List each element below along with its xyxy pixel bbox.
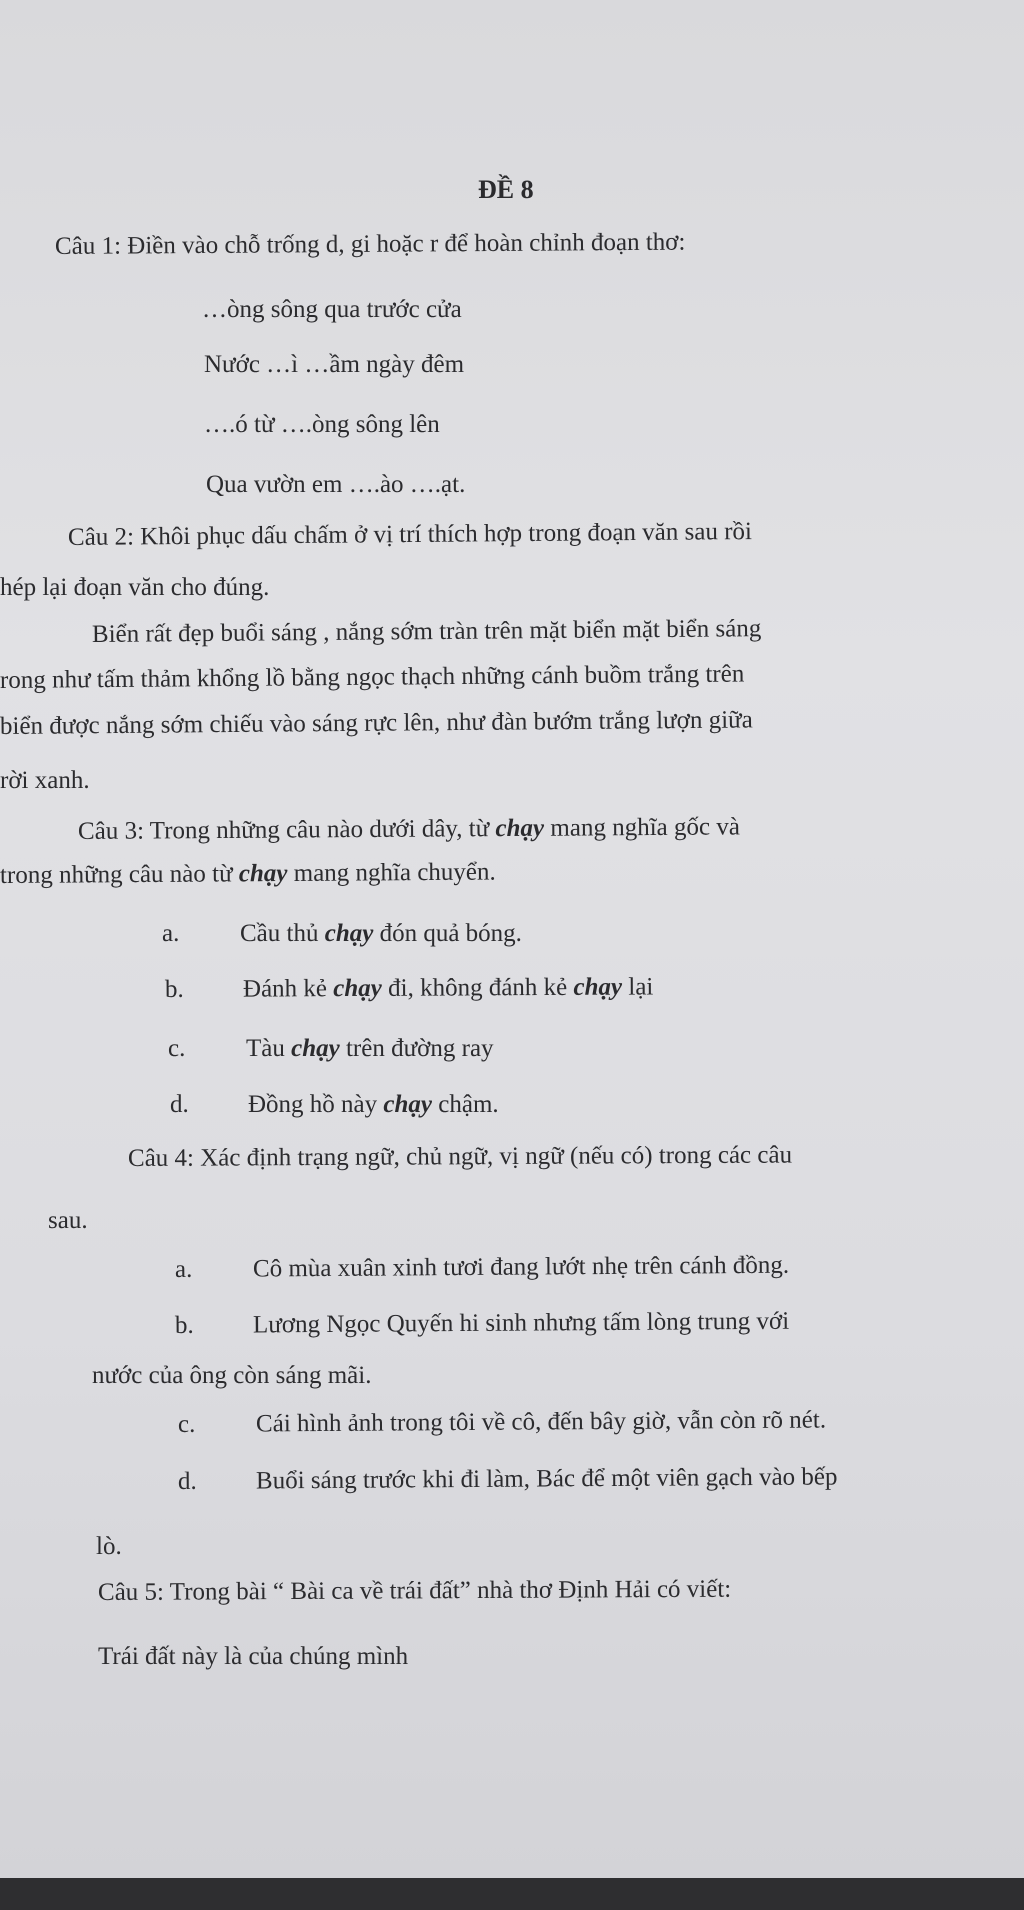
question-3-prompt-cont: [0, 858, 496, 891]
page-title: ĐỀ 8: [478, 175, 534, 204]
item-marker: a.: [174, 1255, 193, 1283]
q3-text: Câu 3: Trong những câu nào dưới dây, từ: [77, 815, 496, 845]
question-4-prompt: Câu 4: Xác định trạng ngữ, chủ ngữ, vị ngữ (nếu có) trong các câu: [127, 1141, 793, 1172]
option-a: [162, 919, 522, 949]
item-text: Lương Ngọc Quyến hi sinh nhưng tấm lòng trung với: [252, 1307, 790, 1339]
option-marker: b.: [164, 975, 184, 1003]
item-marker: c.: [177, 1410, 196, 1438]
option-text: lại: [622, 973, 654, 1001]
paragraph-line: rong như tấm thảm khổng lồ bằng ngọc thạch những cánh buồm trắng trên: [0, 660, 745, 694]
keyword-chay: chạy: [573, 973, 623, 1001]
poem-line: …òng sông qua trước cửa: [202, 296, 462, 323]
q3-text: mang nghĩa chuyển.: [287, 858, 496, 887]
option-b: [165, 972, 654, 1005]
keyword-chay: chạy: [324, 920, 374, 947]
question-2-prompt-cont: hép lại đoạn văn cho đúng.: [0, 574, 270, 601]
item-b: [175, 1307, 789, 1341]
item-text: Cô mùa xuân xinh tươi đang lướt nhẹ trên cánh đồng.: [252, 1251, 790, 1283]
item-d-cont: lò.: [96, 1533, 122, 1560]
item-marker: b.: [174, 1311, 194, 1339]
q3-text: trong những câu nào từ: [0, 860, 239, 889]
option-text: Đánh kẻ: [242, 975, 334, 1003]
option-text: trên đường ray: [339, 1035, 494, 1062]
poem-line: Nước …ì …ầm ngày đêm: [204, 351, 465, 378]
paragraph-line: biển được nắng sớm chiếu vào sáng rực lên, như đàn bướm trắng lượn giữa: [0, 706, 753, 740]
option-text: Đồng hồ này: [248, 1091, 384, 1118]
item-text: Buổi sáng trước khi đi làm, Bác để một viên gạch vào bếp: [255, 1463, 838, 1495]
option-marker: d.: [170, 1091, 189, 1118]
option-text: Tàu: [246, 1035, 292, 1062]
option-text: chậm.: [432, 1091, 499, 1118]
option-d: [170, 1090, 499, 1120]
item-text: Cái hình ảnh trong tôi về cô, đến bây giờ, vẫn còn rõ nét.: [255, 1406, 827, 1438]
question-1-prompt: Câu 1: Điền vào chỗ trống d, gi hoặc r để hoàn chỉnh đoạn thơ:: [54, 228, 686, 260]
option-text: đón quả bóng.: [373, 920, 522, 947]
option-c: [168, 1034, 494, 1064]
item-marker: d.: [177, 1467, 197, 1495]
keyword-chay: chạy: [495, 814, 545, 843]
option-text: đi, không đánh kẻ: [381, 973, 574, 1002]
item-a: [175, 1251, 789, 1285]
option-marker: a.: [162, 920, 180, 947]
option-text: Cầu thủ: [240, 920, 325, 947]
paragraph-line: Biển rất đẹp buổi sáng , nắng sớm tràn trên mặt biển mặt biển sáng: [91, 615, 762, 648]
poem-line: ….ó từ ….òng sông lên: [204, 411, 440, 438]
keyword-chay: chạy: [291, 1035, 340, 1062]
q3-text: mang nghĩa gốc và: [544, 813, 740, 842]
poem-quote: Trái đất này là của chúng mình: [98, 1643, 409, 1670]
keyword-chay: chạy: [238, 859, 288, 888]
question-2-prompt: Câu 2: Khôi phục dấu chấm ở vị trí thích hợp trong đoạn văn sau rồi: [67, 518, 753, 551]
keyword-chay: chạy: [383, 1091, 433, 1118]
question-4-prompt-cont: sau.: [48, 1207, 88, 1234]
item-c: [178, 1405, 826, 1440]
item-d: [178, 1462, 838, 1497]
item-b-cont: nước của ông còn sáng mãi.: [92, 1362, 372, 1389]
keyword-chay: chạy: [333, 974, 382, 1003]
poem-line: Qua vườn em ….ào ….ạt.: [206, 471, 466, 498]
option-marker: c.: [168, 1035, 186, 1062]
paragraph-line: rời xanh.: [0, 767, 90, 794]
desk-background: [0, 1878, 1024, 1910]
question-5-prompt: Câu 5: Trong bài “ Bài ca về trái đất” nhà thơ Định Hải có viết:: [97, 1575, 732, 1606]
question-3-prompt: [78, 812, 740, 847]
